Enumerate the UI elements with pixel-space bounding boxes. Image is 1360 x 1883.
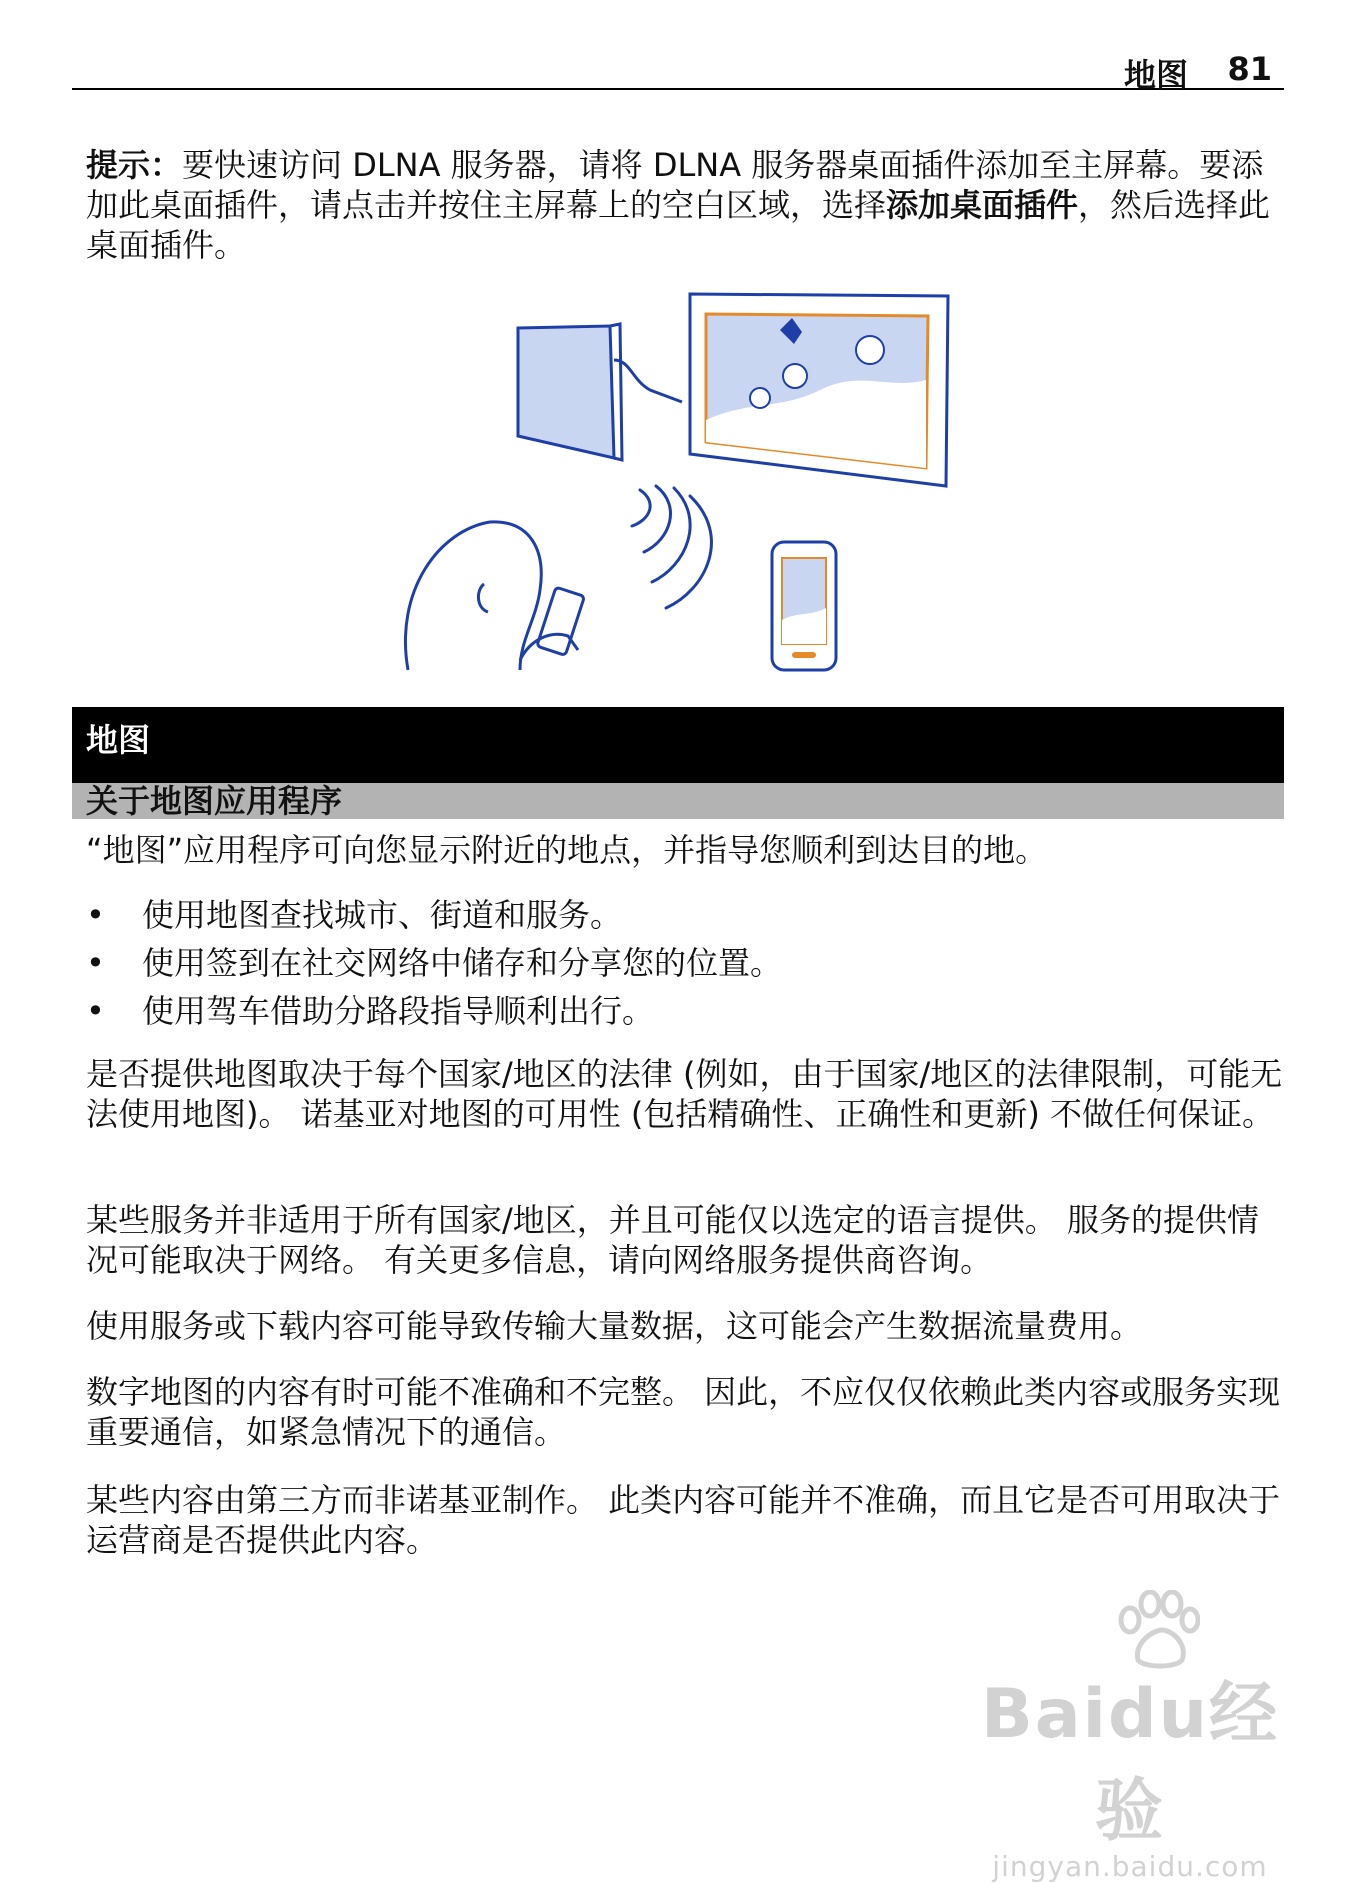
subsection-title: 关于地图应用程序 — [86, 782, 343, 820]
watermark-logo: Baidu经验 — [980, 1675, 1280, 1851]
intro-paragraph: “地图”应用程序可向您显示附近的地点，并指导您顺利到达目的地。 — [86, 831, 1048, 869]
tip-paragraph — [86, 145, 1286, 265]
availability-paragraph: 是否提供地图取决于每个国家/地区的法律 (例如，由于国家/地区的法律限制，可能无法使用地图)。 诺基亚对地图的可用性 (包括精确性、正确性和更新) 不做任何保证。 — [86, 1055, 1283, 1133]
person-with-remote-icon — [405, 522, 584, 670]
list-item: • 使用签到在社交网络中储存和分享您的位置。 — [86, 943, 1286, 983]
tip-label: 提示： — [86, 146, 183, 184]
media-server-icon — [518, 324, 682, 460]
watermark-url: jingyan.baidu.com — [992, 1850, 1268, 1883]
third-party-paragraph: 某些内容由第三方而非诺基亚制作。 此类内容可能并不准确，而且它是否可用取决于运营商是否提供此内容。 — [86, 1481, 1281, 1559]
tip-emphasis: 添加桌面插件 — [886, 186, 1079, 224]
baidu-watermark — [960, 1590, 1300, 1883]
page-header — [72, 48, 1284, 94]
dlna-illustration — [400, 290, 960, 690]
page-number: 81 — [1227, 50, 1272, 88]
section-title-band — [72, 707, 1284, 783]
accuracy-paragraph: 数字地图的内容有时可能不准确和不完整。 因此，不应仅仅依赖此类内容或服务实现重要通信，如紧急情况下的通信。 — [86, 1373, 1281, 1451]
list-item: • 使用驾车借助分路段指导顺利出行。 — [86, 991, 1286, 1031]
data-cost-paragraph: 使用服务或下载内容可能导致传输大量数据，这可能会产生数据流量费用。 — [86, 1307, 1143, 1345]
paw-icon — [1110, 1590, 1200, 1670]
subsection-title-band — [72, 783, 1284, 819]
phone-icon — [772, 542, 836, 670]
tip-text-after: ，然后选择此桌面插件。 — [86, 186, 1271, 264]
tip-text-before: 要快速访问 DLNA 服务器，请将 DLNA 服务器桌面插件添加至主屏幕。要添加此桌面插件，请点击并按住主屏幕上的空白区域，选择 — [86, 146, 1264, 224]
running-header-title: 地图 — [1123, 56, 1188, 94]
feature-bullet-list — [86, 895, 1286, 1039]
list-item: • 使用地图查找城市、街道和服务。 — [86, 895, 1286, 935]
services-paragraph: 某些服务并非适用于所有国家/地区，并且可能仅以选定的语言提供。 服务的提供情况可能取决于网络。 有关更多信息，请向网络服务提供商咨询。 — [86, 1201, 1259, 1279]
signal-waves-icon — [632, 486, 711, 608]
section-title: 地图 — [86, 721, 151, 759]
tv-screen-icon — [690, 294, 948, 486]
